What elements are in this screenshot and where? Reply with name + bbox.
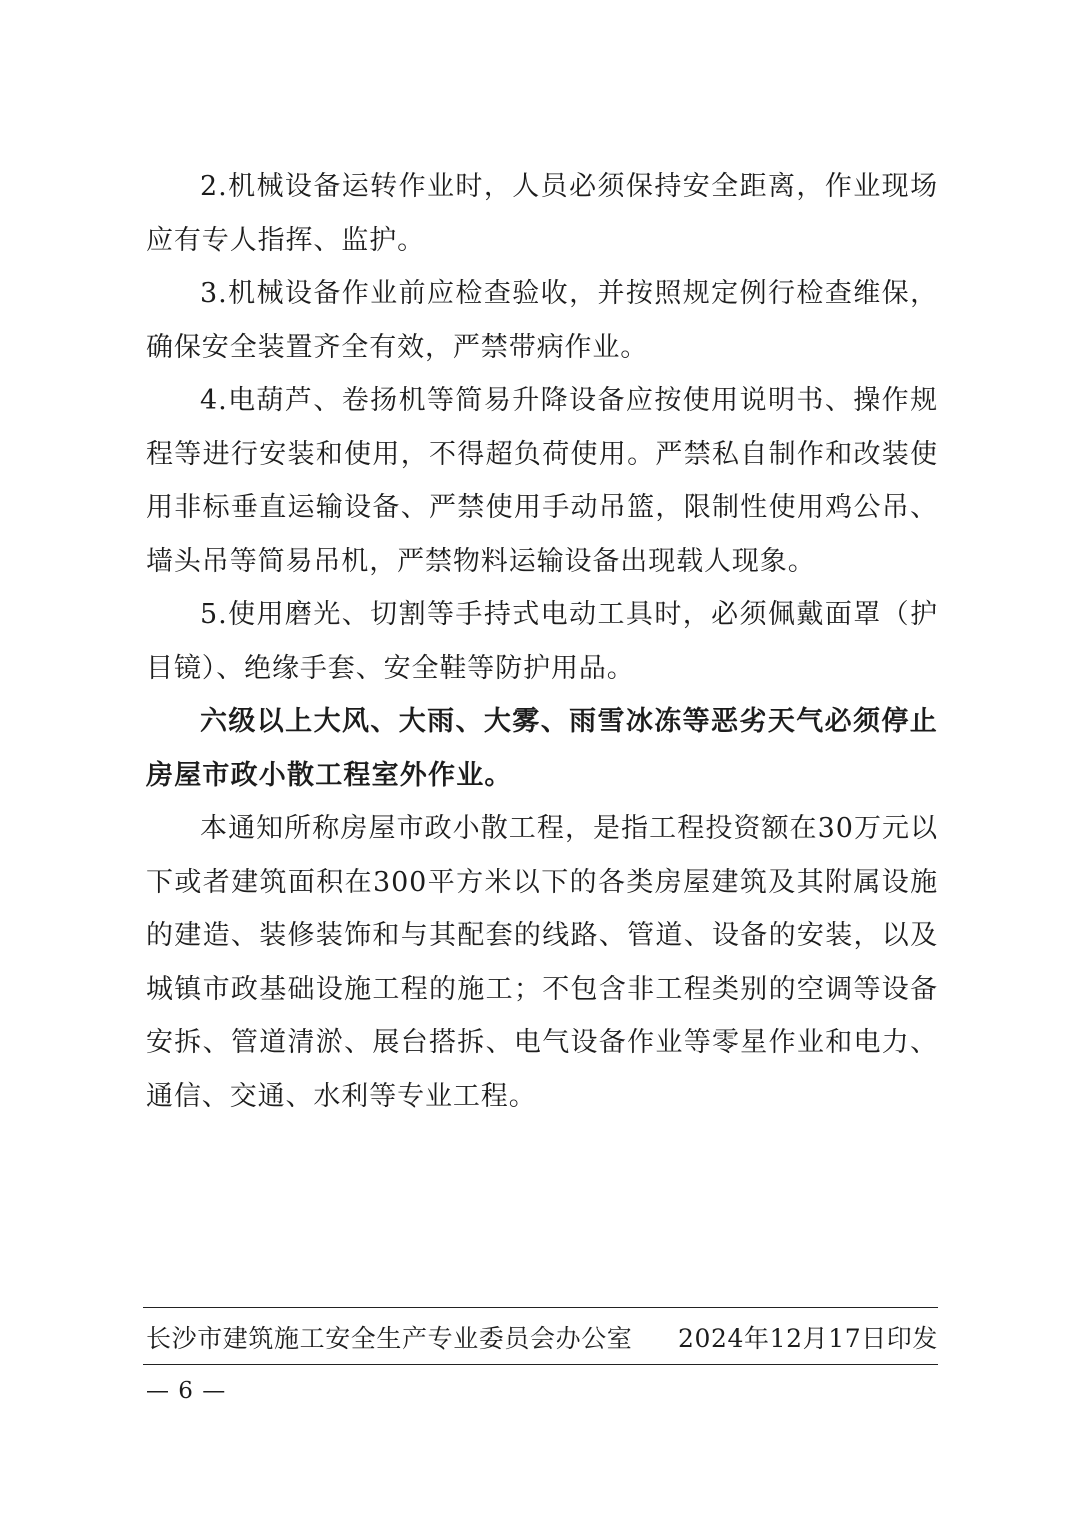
- weather-warning-paragraph: 六级以上大风、大雨、大雾、雨雪冰冻等恶劣天气必须停止房屋市政小散工程室外作业。: [146, 706, 938, 791]
- footer-bottom-rule: [143, 1364, 938, 1365]
- footer-date: 2024年12月17日印发: [677, 1324, 938, 1353]
- page-number: — 6 —: [146, 1378, 227, 1404]
- definition-paragraph: 本通知所称房屋市政小散工程，是指工程投资额在30万元以下或者建筑面积在300平方米以下的各类房屋建筑及其附属设施的建造、装修装饰和与其配套的线路、管道、设备的安装，以及城镇市政基础设施工程的施工；不包含非工程类别的空调等设备安拆、管道清淤、展台搭拆、电气设备作业等零星作业和电力、通信、交通、水利等专业工程。: [146, 813, 938, 1112]
- paragraph-item-4: 4.电葫芦、卷扬机等简易升降设备应按使用说明书、操作规程等进行安装和使用，不得超负荷使用。严禁私自制作和改装使用非标垂直运输设备、严禁使用手动吊篮，限制性使用鸡公吊、墙头吊等简易吊机，严禁物料运输设备出现载人现象。: [146, 385, 938, 577]
- footer-top-rule: [143, 1307, 938, 1308]
- paragraph-item-3: 3.机械设备作业前应检查验收，并按照规定例行检查维保，确保安全装置齐全有效，严禁带病作业。: [146, 278, 938, 363]
- paragraph-item-2: 2.机械设备运转作业时，人员必须保持安全距离，作业现场应有专人指挥、监护。: [146, 171, 938, 256]
- paragraph-item-5: 5.使用磨光、切割等手持式电动工具时，必须佩戴面罩（护目镜）、绝缘手套、安全鞋等防护用品。: [146, 599, 938, 684]
- footer-issuer: 长沙市建筑施工安全生产专业委员会办公室: [146, 1324, 633, 1353]
- document-body: [146, 160, 938, 1123]
- footer: [146, 1312, 938, 1362]
